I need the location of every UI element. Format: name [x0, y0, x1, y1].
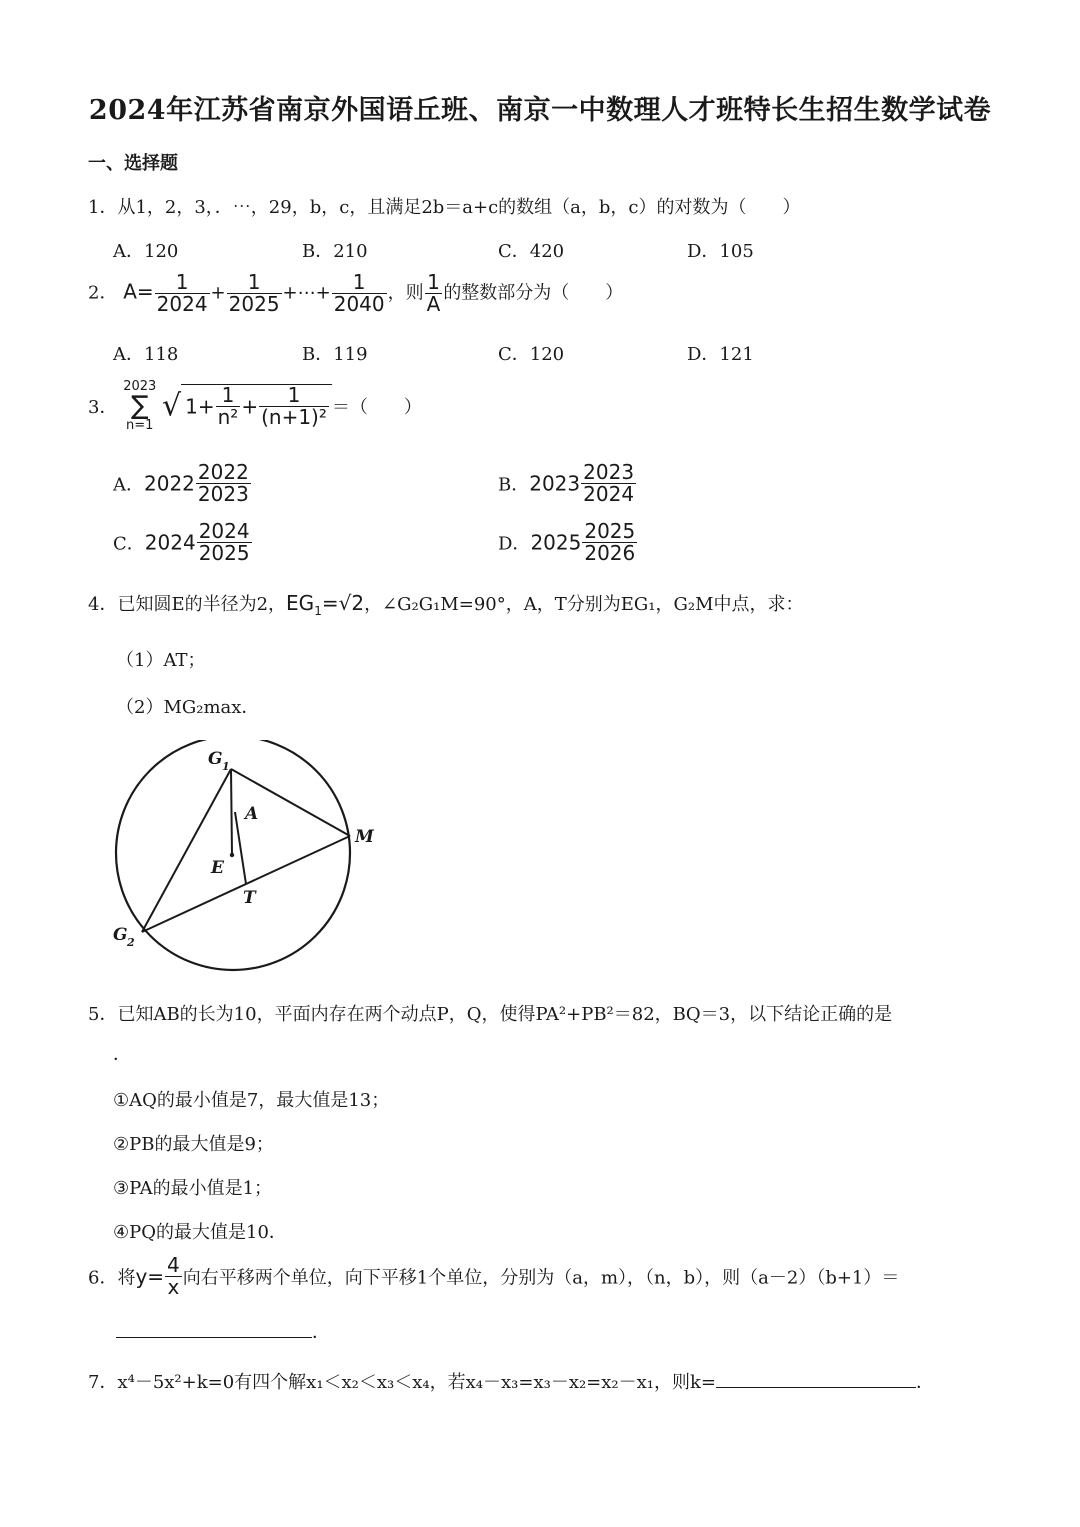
- q3-radicand: 1+ $\frac{1}{\text{n²}}$ + $\frac{1}{\text{(n+1)²}}$: [181, 384, 332, 428]
- question-2-stem: [88, 272, 623, 315]
- label-e: E: [211, 858, 224, 878]
- segment-g1-g2: [142, 769, 231, 932]
- q6-frac: $\frac{4}{x}$: [167, 1253, 180, 1299]
- question-5-stem: 5．已知AB的长为10，平面内存在两个动点P，Q，使得PA²+PB²＝82，BQ＝3，以下结论正确的是: [88, 1004, 893, 1025]
- q5-item-3: ③PA的最小值是1；: [113, 1178, 273, 1199]
- q5-dot: ．: [113, 1044, 131, 1065]
- segment-g1-m: [231, 769, 350, 836]
- q3-sigma: 2023 ∑ n=1: [123, 379, 157, 433]
- q1-option-d: D．105: [687, 241, 754, 262]
- question-4-stem: 4．已知圆E的半径为2，$EG_1=√2$，∠G₂G₁M=90°，A，T分别为EG₁，G₂M中点，求：: [88, 591, 804, 618]
- q5-item-2: ②PB的最大值是9；: [113, 1134, 274, 1155]
- q3-option-a: A．2022 $\frac{2022}{2023}$: [113, 460, 249, 506]
- label-g2: G: [113, 925, 128, 945]
- point-e: [230, 853, 234, 857]
- q2-option-b: B．119: [302, 344, 368, 365]
- q1-option-c: C．420: [498, 241, 565, 262]
- q2-option-d: D．121: [687, 344, 754, 365]
- label-a: A: [245, 804, 259, 824]
- q3-num: 3．: [88, 397, 118, 418]
- label-t: T: [243, 888, 256, 908]
- q3-option-b: B．2023 $\frac{2023}{2024}$: [498, 460, 635, 506]
- q3-root-sign: √: [162, 388, 182, 424]
- q2-frac-2: $\frac{1}{2025}$: [228, 270, 280, 316]
- q2-then: ，则: [387, 282, 424, 304]
- q2-lhs: A=: [123, 279, 154, 304]
- q2-frac-3: $\frac{1}{2040}$: [333, 270, 385, 316]
- q2-option-c: C．120: [498, 344, 565, 365]
- q1-option-b: B．210: [302, 241, 368, 262]
- q3-frac-2: $\frac{1}{\text{(n+1)²}}$: [261, 383, 327, 429]
- q4-part-1: （1）AT；: [116, 650, 206, 671]
- q2-plus: +: [210, 282, 226, 304]
- q3-option-c: C．2024 $\frac{2024}{2025}$: [113, 519, 250, 565]
- q4-part-2: （2）MG₂max．: [116, 697, 260, 718]
- circle-geometry-diagram: [100, 740, 390, 980]
- question-7-stem: 7．x⁴－5x²+k=0有四个解x₁＜x₂＜x₃＜x₄，若x₄－x₃=x₃－x₂=x₂－x₁，则k= ．: [88, 1372, 934, 1393]
- q2-option-a: A．118: [113, 344, 179, 365]
- label-g1-sub: 1: [222, 760, 230, 773]
- question-3-stem: [88, 380, 422, 432]
- q4-eg: $EG_1=√2$: [286, 591, 365, 618]
- q3-tail: ＝（ ）: [331, 397, 422, 418]
- q3-frac-1: $\frac{1}{\text{n²}}$: [217, 383, 239, 429]
- label-g1: G: [208, 749, 223, 769]
- q3-option-d: D．2025 $\frac{2025}{2026}$: [498, 519, 636, 565]
- page-title: 2024年江苏省南京外国语丘班、南京一中数理人才班特长生招生数学试卷: [88, 95, 992, 126]
- q7-blank[interactable]: [716, 1371, 916, 1388]
- label-g2-sub: 2: [127, 936, 135, 949]
- section-heading: 一、选择题: [88, 153, 178, 174]
- question-6-stem: 6．将y= $\frac{4}{x}$ 向右平移两个单位，向下平移1个单位，分别为（a，m），（n，b），则（a－2）（b+1）＝: [88, 1253, 900, 1299]
- q2-dots: +⋯+: [282, 282, 331, 304]
- q5-item-4: ④PQ的最大值是10．: [113, 1222, 287, 1243]
- q2-num: 2．: [88, 282, 118, 304]
- q2-frac-1: $\frac{1}{2024}$: [156, 270, 208, 316]
- question-1-stem: 1．从1，2，3，．⋯，29，b，c，且满足2b＝a+c的数组（a，b，c）的对数为（ ）: [88, 197, 801, 218]
- q1-option-a: A．120: [113, 241, 179, 262]
- q2-tail: 的整数部分为（ ）: [443, 282, 624, 304]
- q6-blank[interactable]: [116, 1321, 312, 1338]
- q6-answer-line: ．: [116, 1318, 330, 1344]
- label-m: M: [355, 827, 374, 847]
- segment-g1-e: [231, 769, 232, 855]
- q5-item-1: ①AQ的最小值是7，最大值是13；: [113, 1090, 390, 1111]
- q2-reciprocal: $\frac{1}{A}$: [426, 270, 441, 316]
